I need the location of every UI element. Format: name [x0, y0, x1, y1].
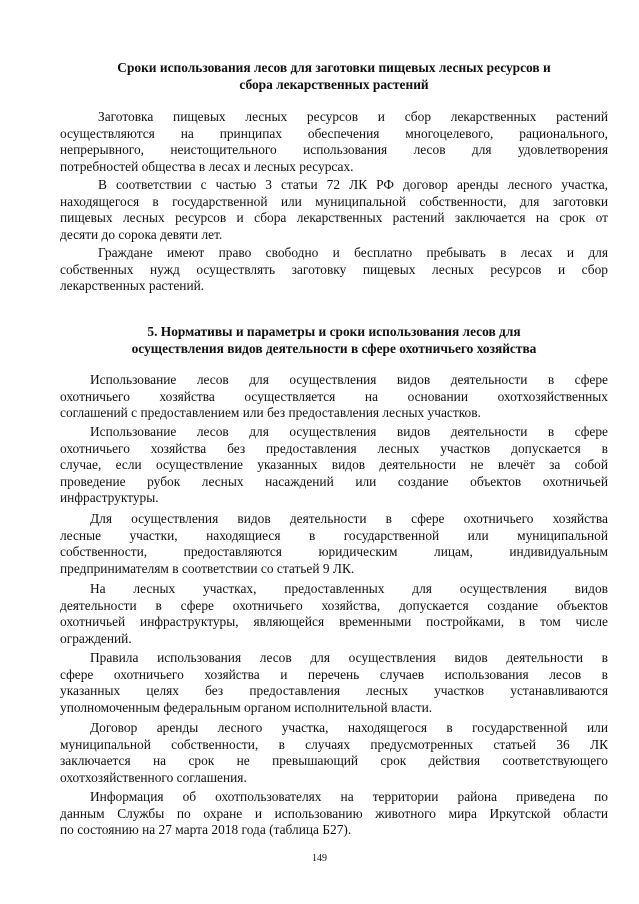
paragraph-line: Использование лесов для осуществления видов деятельности в сфере — [90, 424, 608, 439]
paragraph-line: охотничьего хозяйства без предоставления лесных участков допускается в — [60, 440, 608, 456]
paragraph-line: предпринимателям в соответствии со статьей 9 ЛК. — [60, 560, 355, 576]
paragraph-line: Информация об охотпользователях на территории района приведена по — [90, 789, 608, 804]
paragraph-line: охотничьего хозяйства осуществляется на основании охотхозяйственных — [60, 388, 608, 404]
paragraph-line: уполномоченным федеральным органом исполнительной власти. — [60, 699, 433, 715]
paragraph-line: Правила использования лесов для осуществления видов деятельности в — [90, 650, 608, 665]
paragraph-line: десяти до сорока девяти лет. — [60, 226, 223, 242]
paragraph-hunters-information — [60, 789, 608, 839]
paragraph-infrastructure — [60, 581, 608, 647]
paragraph-line: сфере охотничьего хозяйства и перечень случаев использования лесов в — [60, 666, 608, 682]
paragraph-line: охотхозяйственного соглашения. — [60, 769, 247, 785]
section-heading-forest-food-resources — [60, 59, 608, 93]
paragraph-line: охотничьей инфраструктуры, являющейся временными постройками, в том числе — [60, 614, 608, 630]
paragraph-line: заключается на срок не превышающий срок действия соответствующего — [60, 753, 608, 769]
paragraph-line: Договор аренды лесного участка, находящегося в государственной или — [90, 720, 608, 735]
paragraph-line: На лесных участках, предоставленных для осуществления видов — [90, 581, 608, 596]
paragraph-line: пищевых лесных ресурсов и сбора лекарственных растений заключается на срок от — [60, 210, 608, 226]
paragraph-line: лекарственных растений. — [60, 278, 205, 294]
paragraph-line: указанных целях без предоставления лесных участков устанавливаются — [60, 683, 608, 699]
heading-line: осуществления видов деятельности в сфере охотничьего хозяйства — [131, 341, 537, 356]
paragraph-line: деятельности в сфере охотничьего хозяйства, допускается создание объектов — [60, 597, 608, 613]
paragraph-line: соглашений с предоставлением или без предоставления лесных участков. — [60, 405, 481, 421]
paragraph-hunting-agreements — [60, 372, 608, 422]
heading-line: Сроки использования лесов для заготовки пищевых лесных ресурсов и — [117, 60, 551, 75]
paragraph-line: собственности, предоставляются юридическим лицам, индивидуальным — [60, 544, 608, 560]
paragraph-line: данным Службы по охране и использованию животного мира Иркутской области — [60, 805, 608, 821]
heading-line: 5. Нормативы и параметры и сроки использования лесов для — [147, 324, 521, 339]
paragraph-line: проведение рубок лесных насаждений или создание объектов охотничьей — [60, 473, 608, 489]
paragraph-line: Граждане имеют право свободно и бесплатно пребывать в лесах и для — [98, 245, 608, 260]
paragraph-line: Для осуществления видов деятельности в сфере охотничьего хозяйства — [90, 511, 608, 526]
paragraph-citizens-rights — [60, 245, 608, 295]
paragraph-line: лесные участки, находящиеся в государственной или муниципальной — [60, 527, 608, 543]
paragraph-line: осуществляются на принципах обеспечения многоцелевого, рационального, — [60, 125, 608, 141]
heading-line: сбора лекарственных растений — [239, 77, 429, 92]
paragraph-usage-rules — [60, 650, 608, 716]
paragraph-line: Заготовка пищевых лесных ресурсов и сбор лекарственных растений — [98, 109, 608, 124]
paragraph-harvesting-principles — [60, 109, 608, 175]
paragraph-line: В соответствии с частью 3 статьи 72 ЛК РФ договор аренды лесного участка, — [98, 177, 608, 192]
paragraph-line: потребностей общества в лесах и лесных ресурсах. — [60, 158, 354, 174]
paragraph-plot-provision — [60, 511, 608, 577]
paragraph-lease-term — [60, 177, 608, 243]
paragraph-line: находящегося в государственной или муниципальной собственности, для заготовки — [60, 193, 608, 209]
paragraph-lease-agreement — [60, 720, 608, 786]
page-number: 149 — [312, 853, 327, 864]
paragraph-line: ограждений. — [60, 630, 132, 646]
section-heading-hunting-standards — [60, 323, 608, 357]
paragraph-line: по состоянию на 27 марта 2018 года (таблица Б27). — [60, 822, 352, 838]
paragraph-line: инфраструктуры. — [60, 490, 159, 506]
paragraph-line: непрерывного, неистощительного использования лесов для удовлетворения — [60, 142, 608, 158]
paragraph-line: случае, если осуществление указанных видов деятельности не влечёт за собой — [60, 457, 608, 473]
paragraph-line: собственных нужд осуществлять заготовку пищевых лесных ресурсов и сбор — [60, 261, 608, 277]
paragraph-line: муниципальной собственности, в случаях предусмотренных статьей 36 ЛК — [60, 736, 608, 752]
paragraph-line: Использование лесов для осуществления видов деятельности в сфере — [90, 372, 608, 387]
paragraph-without-plot-provision — [60, 424, 608, 507]
